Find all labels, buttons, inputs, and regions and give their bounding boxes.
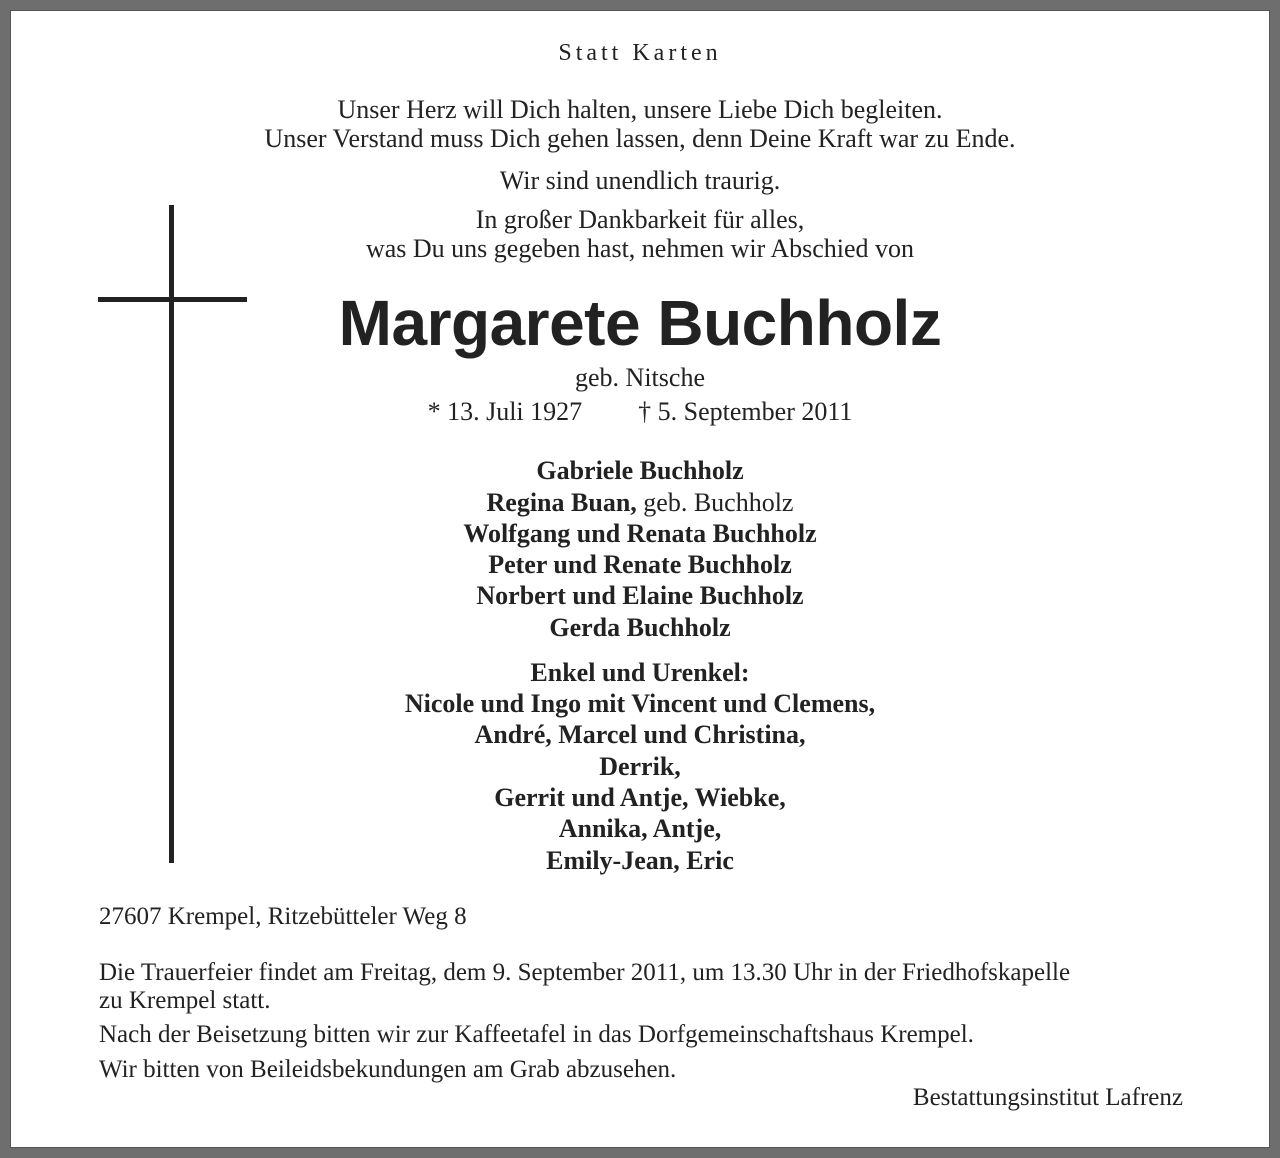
grandchildren-line: Gerrit und Antje, Wiebke,	[494, 783, 786, 812]
family-member: Gabriele Buchholz	[536, 456, 744, 485]
service-info-1: Die Trauerfeier findet am Freitag, dem 9. September 2011, um 13.30 Uhr in der Friedhofskapelle	[99, 959, 1071, 986]
grandchildren-line: Emily-Jean, Eric	[546, 846, 734, 875]
poem-line-2: Unser Verstand muss Dich gehen lassen, denn Deine Kraft war zu Ende.	[264, 124, 1016, 153]
family-member: Norbert und Elaine Buchholz	[476, 581, 804, 610]
grandchildren-line: Nicole und Ingo mit Vincent und Clemens,	[404, 689, 876, 718]
life-dates	[0, 397, 1280, 427]
coffee-info: Nach der Beisetzung bitten wir zur Kaffeetafel in das Dorfgemeinschaftshaus Krempel.	[99, 1021, 974, 1048]
condolence-note: Wir bitten von Beileidsbekundungen am Grab abzusehen.	[99, 1056, 677, 1083]
family-member: Regina Buan, geb. Buchholz	[486, 488, 794, 517]
birth-date: * 13. Juli 1927	[427, 397, 583, 426]
family-member: Gerda Buchholz	[549, 613, 731, 642]
poem-line-3: Wir sind unendlich traurig.	[499, 166, 781, 195]
grandchildren-line: André, Marcel und Christina,	[474, 720, 806, 749]
poem-line-1: Unser Herz will Dich halten, unsere Liebe Dich begleiten.	[337, 95, 943, 124]
service-info-2: zu Krempel statt.	[99, 987, 271, 1014]
poem-line-5: was Du uns gegeben hast, nehmen wir Abschied von	[365, 234, 915, 263]
poem-line-4: In großer Dankbarkeit für alles,	[475, 205, 805, 234]
address: 27607 Krempel, Ritzebütteler Weg 8	[99, 903, 467, 930]
grandchildren-line: Annika, Antje,	[558, 814, 722, 843]
family-member: Peter und Renate Buchholz	[488, 550, 792, 579]
deceased-name: Margarete Buchholz	[338, 287, 942, 359]
death-date: † 5. September 2011	[638, 397, 853, 426]
grandchildren-heading: Enkel und Urenkel:	[530, 658, 750, 687]
grandchildren-line: Derrik,	[599, 752, 681, 781]
family-member: Wolfgang und Renata Buchholz	[463, 519, 817, 548]
undertaker: Bestattungsinstitut Lafrenz	[912, 1084, 1183, 1111]
maiden-name: geb. Nitsche	[575, 363, 705, 392]
statt-karten: Statt Karten	[558, 40, 722, 66]
